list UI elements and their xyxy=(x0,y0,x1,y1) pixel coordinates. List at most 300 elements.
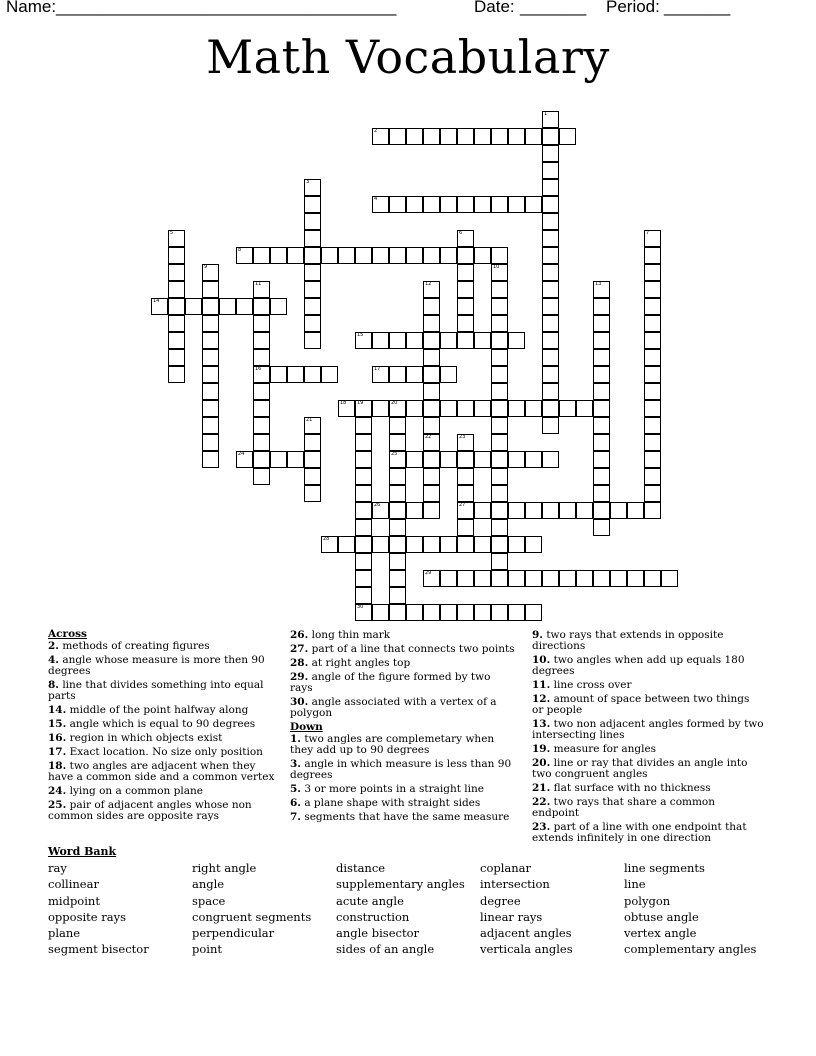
crossword-cell[interactable] xyxy=(423,468,440,485)
clue-number-label: 11 xyxy=(255,281,262,287)
crossword-cell[interactable] xyxy=(389,247,406,264)
clue-across-18: 18. two angles are adjacent when they have a common side and a common vertex xyxy=(48,760,275,783)
crossword-cell[interactable] xyxy=(457,264,474,281)
crossword-cell[interactable] xyxy=(644,451,661,468)
crossword-cell[interactable] xyxy=(542,383,559,400)
crossword-cell[interactable] xyxy=(440,366,457,383)
crossword-cell[interactable] xyxy=(355,451,372,468)
crossword-cell[interactable] xyxy=(525,604,542,621)
crossword-cell[interactable] xyxy=(355,536,372,553)
crossword-cell[interactable] xyxy=(440,451,457,468)
crossword-cell[interactable] xyxy=(202,417,219,434)
crossword-cell[interactable] xyxy=(423,315,440,332)
crossword-cell[interactable] xyxy=(287,247,304,264)
crossword-cell[interactable] xyxy=(491,502,508,519)
crossword-cell[interactable] xyxy=(508,502,525,519)
crossword-cell[interactable] xyxy=(355,587,372,604)
crossword-cell[interactable] xyxy=(406,247,423,264)
crossword-cell[interactable] xyxy=(491,417,508,434)
crossword-cell[interactable] xyxy=(644,434,661,451)
crossword-cell[interactable] xyxy=(542,162,559,179)
crossword-cell[interactable] xyxy=(474,502,491,519)
crossword-cell[interactable] xyxy=(491,468,508,485)
crossword-cell[interactable] xyxy=(542,366,559,383)
crossword-cell[interactable] xyxy=(202,434,219,451)
crossword-cell[interactable] xyxy=(372,604,389,621)
crossword-cell[interactable] xyxy=(304,298,321,315)
crossword-cell[interactable] xyxy=(304,315,321,332)
crossword-cell[interactable] xyxy=(202,366,219,383)
crossword-cell[interactable] xyxy=(219,298,236,315)
crossword-cell[interactable] xyxy=(644,502,661,519)
word-bank-word: plane xyxy=(48,926,81,941)
crossword-cell[interactable] xyxy=(474,332,491,349)
crossword-cell[interactable] xyxy=(491,485,508,502)
crossword-cell[interactable] xyxy=(202,400,219,417)
crossword-cell[interactable] xyxy=(270,451,287,468)
crossword-cell[interactable] xyxy=(423,383,440,400)
crossword-cell[interactable] xyxy=(542,179,559,196)
crossword-cell[interactable] xyxy=(389,536,406,553)
clue-across-8: 8. line that divides something into equal parts xyxy=(48,679,264,702)
crossword-cell[interactable] xyxy=(644,264,661,281)
crossword-cell[interactable] xyxy=(491,349,508,366)
crossword-cell[interactable] xyxy=(406,366,423,383)
crossword-cell[interactable] xyxy=(542,502,559,519)
crossword-cell[interactable] xyxy=(593,349,610,366)
crossword-cell[interactable] xyxy=(610,570,627,587)
crossword-cell[interactable] xyxy=(644,332,661,349)
clue-down-20: 20. line or ray that divides an angle into two congruent angles xyxy=(532,757,748,780)
word-bank-word: angle bisector xyxy=(336,926,419,941)
crossword-cell[interactable] xyxy=(491,553,508,570)
crossword-cell[interactable] xyxy=(406,502,423,519)
crossword-cell[interactable] xyxy=(304,485,321,502)
crossword-cell[interactable] xyxy=(661,570,678,587)
crossword-cell[interactable] xyxy=(542,247,559,264)
crossword-cell[interactable] xyxy=(304,213,321,230)
crossword-cell[interactable] xyxy=(474,536,491,553)
crossword-cell[interactable] xyxy=(542,349,559,366)
crossword-cell[interactable] xyxy=(253,332,270,349)
crossword-cell[interactable] xyxy=(542,281,559,298)
crossword-cell[interactable] xyxy=(304,451,321,468)
crossword-cell[interactable] xyxy=(491,298,508,315)
crossword-cell[interactable] xyxy=(406,604,423,621)
crossword-cell[interactable] xyxy=(491,332,508,349)
crossword-cell[interactable] xyxy=(508,570,525,587)
crossword-cell[interactable] xyxy=(542,570,559,587)
crossword-cell[interactable] xyxy=(389,587,406,604)
crossword-cell[interactable] xyxy=(423,604,440,621)
crossword-cell[interactable] xyxy=(525,196,542,213)
clue-across-15: 15. angle which is equal to 90 degrees xyxy=(48,718,256,730)
word-bank-column-2 xyxy=(192,860,311,958)
crossword-cell[interactable] xyxy=(457,604,474,621)
crossword-cell[interactable] xyxy=(644,485,661,502)
crossword-cell[interactable] xyxy=(593,502,610,519)
crossword-cell[interactable] xyxy=(491,247,508,264)
across-clues-col2 xyxy=(290,630,515,826)
crossword-cell[interactable] xyxy=(253,247,270,264)
crossword-cell[interactable] xyxy=(355,247,372,264)
crossword-cell[interactable] xyxy=(304,247,321,264)
crossword-cell[interactable] xyxy=(168,315,185,332)
crossword-cell[interactable] xyxy=(644,247,661,264)
crossword-cell[interactable] xyxy=(644,315,661,332)
clue-down-10: 10. two angles when add up equals 180 degrees xyxy=(532,654,745,677)
crossword-cell[interactable] xyxy=(644,417,661,434)
crossword-cell[interactable] xyxy=(304,264,321,281)
crossword-cell[interactable] xyxy=(389,196,406,213)
crossword-cell[interactable] xyxy=(406,332,423,349)
crossword-cell[interactable] xyxy=(304,434,321,451)
crossword-cell[interactable] xyxy=(542,230,559,247)
crossword-cell[interactable] xyxy=(542,128,559,145)
crossword-cell[interactable] xyxy=(440,332,457,349)
crossword-cell[interactable] xyxy=(253,315,270,332)
crossword-cell[interactable] xyxy=(270,298,287,315)
clue-number-label: 9 xyxy=(204,264,208,270)
crossword-cell[interactable] xyxy=(593,570,610,587)
clue-number-label: 1 xyxy=(544,111,548,117)
crossword-cell[interactable] xyxy=(440,247,457,264)
crossword-cell[interactable] xyxy=(423,536,440,553)
crossword-cell[interactable] xyxy=(406,400,423,417)
crossword-cell[interactable] xyxy=(440,400,457,417)
word-bank-word: point xyxy=(192,942,222,957)
crossword-cell[interactable] xyxy=(508,536,525,553)
crossword-cell[interactable] xyxy=(542,417,559,434)
clue-number-label: 19 xyxy=(357,400,364,406)
crossword-cell[interactable] xyxy=(542,332,559,349)
crossword-cell[interactable] xyxy=(474,570,491,587)
crossword-cell[interactable] xyxy=(457,298,474,315)
crossword-cell[interactable] xyxy=(576,400,593,417)
crossword-cell[interactable] xyxy=(593,451,610,468)
crossword-cell[interactable] xyxy=(491,570,508,587)
crossword-cell[interactable] xyxy=(202,349,219,366)
crossword-cell[interactable] xyxy=(406,196,423,213)
crossword-cell[interactable] xyxy=(627,570,644,587)
crossword-cell[interactable] xyxy=(491,400,508,417)
crossword-cell[interactable] xyxy=(389,502,406,519)
clue-number-label: 6 xyxy=(459,230,463,236)
word-bank-word: line segments xyxy=(624,861,705,875)
crossword-cell[interactable] xyxy=(457,196,474,213)
crossword-cell[interactable] xyxy=(457,400,474,417)
crossword-cell[interactable] xyxy=(372,332,389,349)
crossword-cell[interactable] xyxy=(423,128,440,145)
crossword-cell[interactable] xyxy=(389,519,406,536)
crossword-cell[interactable] xyxy=(304,281,321,298)
crossword-cell[interactable] xyxy=(304,230,321,247)
crossword-cell[interactable] xyxy=(542,196,559,213)
crossword-cell[interactable] xyxy=(440,570,457,587)
crossword-cell[interactable] xyxy=(202,332,219,349)
crossword-cell[interactable] xyxy=(355,519,372,536)
crossword-cell[interactable] xyxy=(270,366,287,383)
crossword-cell[interactable] xyxy=(253,383,270,400)
crossword-cell[interactable] xyxy=(304,196,321,213)
crossword-cell[interactable] xyxy=(644,468,661,485)
crossword-cell[interactable] xyxy=(644,570,661,587)
crossword-cell[interactable] xyxy=(525,536,542,553)
crossword-cell[interactable] xyxy=(355,434,372,451)
crossword-cell[interactable] xyxy=(253,400,270,417)
crossword-cell[interactable] xyxy=(593,400,610,417)
crossword-cell[interactable] xyxy=(389,417,406,434)
crossword-cell[interactable] xyxy=(491,536,508,553)
crossword-cell[interactable] xyxy=(304,468,321,485)
crossword-cell[interactable] xyxy=(168,332,185,349)
crossword-cell[interactable] xyxy=(593,468,610,485)
crossword-cell[interactable] xyxy=(440,536,457,553)
crossword-cell[interactable] xyxy=(525,451,542,468)
crossword-cell[interactable] xyxy=(508,604,525,621)
crossword-cell[interactable] xyxy=(542,264,559,281)
crossword-cell[interactable] xyxy=(491,128,508,145)
crossword-cell[interactable] xyxy=(321,247,338,264)
crossword-cell[interactable] xyxy=(491,366,508,383)
clue-down-13: 13. two non adjacent angles formed by two intersecting lines xyxy=(532,718,764,741)
crossword-cell[interactable] xyxy=(185,298,202,315)
crossword-cell[interactable] xyxy=(593,298,610,315)
crossword-cell[interactable] xyxy=(542,298,559,315)
crossword-cell[interactable] xyxy=(202,315,219,332)
clue-number-label: 15 xyxy=(357,332,364,338)
crossword-cell[interactable] xyxy=(474,128,491,145)
crossword-cell[interactable] xyxy=(491,315,508,332)
crossword-cell[interactable] xyxy=(474,604,491,621)
crossword-cell[interactable] xyxy=(610,502,627,519)
crossword-cell[interactable] xyxy=(559,128,576,145)
crossword-cell[interactable] xyxy=(355,502,372,519)
crossword-cell[interactable] xyxy=(406,536,423,553)
crossword-cell[interactable] xyxy=(508,400,525,417)
crossword-cell[interactable] xyxy=(525,570,542,587)
crossword-cell[interactable] xyxy=(593,417,610,434)
name-field[interactable]: ____________________________________ xyxy=(56,0,397,16)
crossword-cell[interactable] xyxy=(389,434,406,451)
crossword-cell[interactable] xyxy=(474,247,491,264)
crossword-cell[interactable] xyxy=(644,400,661,417)
crossword-cell[interactable] xyxy=(474,196,491,213)
crossword-cell[interactable] xyxy=(593,519,610,536)
crossword-cell[interactable] xyxy=(559,570,576,587)
crossword-cell[interactable] xyxy=(508,196,525,213)
crossword-cell[interactable] xyxy=(202,383,219,400)
across-heading: Across xyxy=(48,628,87,640)
clue-across-30: 30. angle associated with a vertex of a polygon xyxy=(290,696,497,719)
word-bank-word: ray xyxy=(48,861,67,875)
crossword-cell[interactable] xyxy=(304,332,321,349)
crossword-cell[interactable] xyxy=(576,570,593,587)
word-bank-word: angle xyxy=(192,877,225,892)
crossword-cell[interactable] xyxy=(457,451,474,468)
crossword-cell[interactable] xyxy=(593,366,610,383)
crossword-cell[interactable] xyxy=(389,553,406,570)
crossword-cell[interactable] xyxy=(355,485,372,502)
crossword-cell[interactable] xyxy=(423,332,440,349)
crossword-cell[interactable] xyxy=(457,468,474,485)
crossword-cell[interactable] xyxy=(457,536,474,553)
crossword-cell[interactable] xyxy=(593,485,610,502)
crossword-cell[interactable] xyxy=(525,400,542,417)
crossword-cell[interactable] xyxy=(559,502,576,519)
crossword-cell[interactable] xyxy=(457,281,474,298)
crossword-cell[interactable] xyxy=(423,502,440,519)
crossword-cell[interactable] xyxy=(440,604,457,621)
crossword-cell[interactable] xyxy=(491,281,508,298)
crossword-cell[interactable] xyxy=(474,400,491,417)
crossword-cell[interactable] xyxy=(491,383,508,400)
crossword-cell[interactable] xyxy=(593,434,610,451)
crossword-cell[interactable] xyxy=(423,349,440,366)
crossword-cell[interactable] xyxy=(542,145,559,162)
crossword-cell[interactable] xyxy=(457,570,474,587)
crossword-cell[interactable] xyxy=(423,417,440,434)
crossword-cell[interactable] xyxy=(457,247,474,264)
clue-number-label: 17 xyxy=(374,366,381,372)
word-bank-word: intersection xyxy=(480,877,550,892)
crossword-cell[interactable] xyxy=(202,281,219,298)
crossword-cell[interactable] xyxy=(253,468,270,485)
down-heading: Down xyxy=(290,721,323,733)
crossword-cell[interactable] xyxy=(355,468,372,485)
crossword-cell[interactable] xyxy=(491,604,508,621)
crossword-cell[interactable] xyxy=(644,298,661,315)
crossword-cell[interactable] xyxy=(457,128,474,145)
clue-across-27: 27. part of a line that connects two points xyxy=(290,643,515,655)
crossword-cell[interactable] xyxy=(253,434,270,451)
crossword-cell[interactable] xyxy=(168,247,185,264)
crossword-cell[interactable] xyxy=(508,128,525,145)
crossword-cell[interactable] xyxy=(423,400,440,417)
crossword-cell[interactable] xyxy=(287,451,304,468)
crossword-cell[interactable] xyxy=(168,264,185,281)
crossword-cell[interactable] xyxy=(406,451,423,468)
crossword-cell[interactable] xyxy=(474,451,491,468)
crossword-cell[interactable] xyxy=(355,570,372,587)
crossword-cell[interactable] xyxy=(440,196,457,213)
crossword-cell[interactable] xyxy=(304,366,321,383)
crossword-cell[interactable] xyxy=(202,451,219,468)
period-field[interactable]: _______ xyxy=(664,0,731,16)
crossword-cell[interactable] xyxy=(457,485,474,502)
clue-across-26: 26. long thin mark xyxy=(290,629,391,641)
crossword-cell[interactable] xyxy=(423,196,440,213)
crossword-cell[interactable] xyxy=(253,349,270,366)
crossword-cell[interactable] xyxy=(542,315,559,332)
clue-number-label: 14 xyxy=(153,298,160,304)
crossword-cell[interactable] xyxy=(644,349,661,366)
crossword-cell[interactable] xyxy=(168,281,185,298)
word-bank-column-4 xyxy=(480,860,573,958)
crossword-cell[interactable] xyxy=(168,298,185,315)
crossword-cell[interactable] xyxy=(576,502,593,519)
crossword-cell[interactable] xyxy=(389,468,406,485)
word-bank-word: polygon xyxy=(624,893,671,908)
crossword-cell[interactable] xyxy=(372,400,389,417)
word-bank-word: supplementary angles xyxy=(336,877,465,892)
crossword-cell[interactable] xyxy=(423,298,440,315)
crossword-cell[interactable] xyxy=(508,332,525,349)
crossword-cell[interactable] xyxy=(389,604,406,621)
crossword-cell[interactable] xyxy=(287,366,304,383)
crossword-cell[interactable] xyxy=(491,196,508,213)
clue-down-11: 11. line cross over xyxy=(532,679,632,691)
crossword-cell[interactable] xyxy=(236,298,253,315)
crossword-cell[interactable] xyxy=(423,366,440,383)
word-bank-title: Word Bank xyxy=(48,845,117,858)
crossword-cell[interactable] xyxy=(491,434,508,451)
crossword-cell[interactable] xyxy=(525,128,542,145)
crossword-cell[interactable] xyxy=(321,366,338,383)
crossword-cell[interactable] xyxy=(389,485,406,502)
word-bank-word: perpendicular xyxy=(192,926,275,941)
crossword-cell[interactable] xyxy=(253,417,270,434)
crossword-cell[interactable] xyxy=(627,502,644,519)
crossword-cell[interactable] xyxy=(168,366,185,383)
crossword-cell[interactable] xyxy=(593,332,610,349)
clue-number-label: 5 xyxy=(170,230,174,236)
crossword-cell[interactable] xyxy=(338,536,355,553)
crossword-cell[interactable] xyxy=(355,417,372,434)
crossword-cell[interactable] xyxy=(338,247,355,264)
crossword-cell[interactable] xyxy=(644,366,661,383)
crossword-cell[interactable] xyxy=(389,128,406,145)
crossword-cell[interactable] xyxy=(644,383,661,400)
crossword-cell[interactable] xyxy=(457,315,474,332)
crossword-cell[interactable] xyxy=(644,281,661,298)
crossword-cell[interactable] xyxy=(372,536,389,553)
crossword-cell[interactable] xyxy=(457,519,474,536)
crossword-cell[interactable] xyxy=(525,502,542,519)
crossword-cell[interactable] xyxy=(508,451,525,468)
crossword-cell[interactable] xyxy=(593,383,610,400)
crossword-cell[interactable] xyxy=(542,451,559,468)
clue-number-label: 22 xyxy=(425,434,432,440)
crossword-cell[interactable] xyxy=(423,451,440,468)
down-clues-col3 xyxy=(532,630,764,847)
crossword-cell[interactable] xyxy=(202,298,219,315)
date-field[interactable]: _______ xyxy=(520,0,587,16)
crossword-cell[interactable] xyxy=(440,128,457,145)
crossword-cell[interactable] xyxy=(559,400,576,417)
crossword-cell[interactable] xyxy=(389,366,406,383)
crossword-cell[interactable] xyxy=(270,247,287,264)
crossword-cell[interactable] xyxy=(491,451,508,468)
clue-down-1: 1. two angles are complemetary when they add up to 90 degrees xyxy=(290,733,495,756)
clue-number-label: 28 xyxy=(323,536,330,542)
crossword-cell[interactable] xyxy=(406,128,423,145)
crossword-cell[interactable] xyxy=(593,315,610,332)
crossword-cell[interactable] xyxy=(491,519,508,536)
crossword-cell[interactable] xyxy=(389,332,406,349)
crossword-cell[interactable] xyxy=(542,400,559,417)
crossword-cell[interactable] xyxy=(457,332,474,349)
crossword-cell[interactable] xyxy=(253,298,270,315)
crossword-cell[interactable] xyxy=(389,570,406,587)
crossword-cell[interactable] xyxy=(372,247,389,264)
crossword-cell[interactable] xyxy=(253,451,270,468)
crossword-cell[interactable] xyxy=(423,247,440,264)
crossword-cell[interactable] xyxy=(168,349,185,366)
crossword-cell[interactable] xyxy=(542,213,559,230)
crossword-cell[interactable] xyxy=(423,485,440,502)
crossword-cell[interactable] xyxy=(355,553,372,570)
